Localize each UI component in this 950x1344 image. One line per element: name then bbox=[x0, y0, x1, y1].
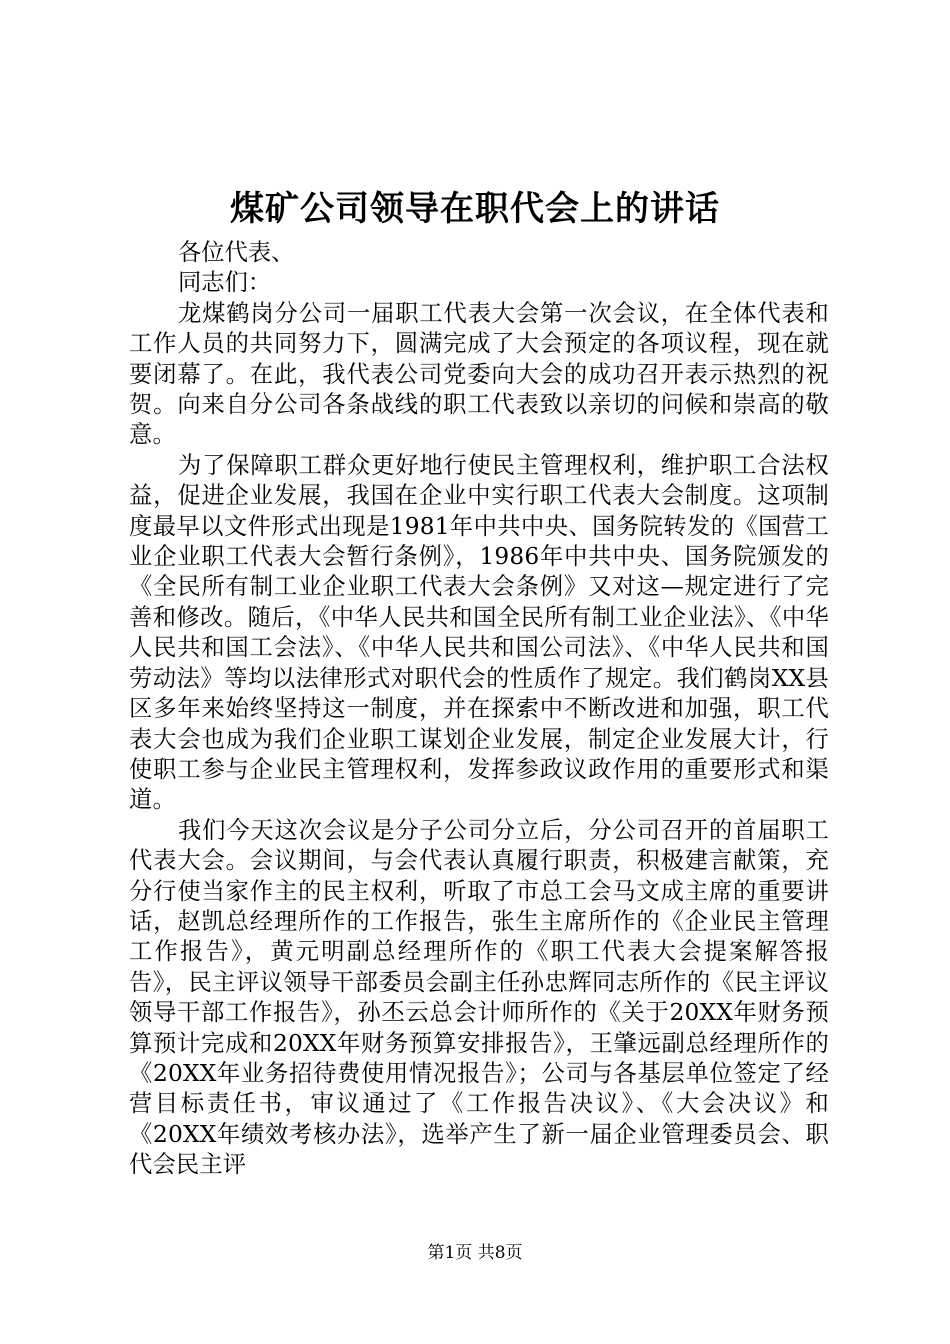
paragraph-3: 我们今天这次会议是分子公司分立后，分公司召开的首届职工代表大会。会议期间，与会代表认真履行职责，积极建言献策，充分行使当家作主的民主权利，听取了市总工会马文成主席的重要讲话，赵凯总经理所作的工作报告，张生主席所作的《企业民主管理工作报告》，黄元明副总经理所作的《职工代表大会提案解答报告》，民主评议领导干部委员会副主任孙忠辉同志所作的《民主评议领导干部工作报告》，孙丕云总会计师所作的《关于20XX年财务预算预计完成和20XX年财务预算安排报告》，王肇远副总经理所作的《20XX年业务招待费使用情况报告》；公司与各基层单位签定了经营目标责任书，审议通过了《工作报告决议》、《大会决议》和《20XX年绩效考核办法》，选举产生了新一届企业管理委员会、职代会民主评 bbox=[129, 816, 829, 1179]
document-body bbox=[129, 238, 829, 1181]
salutation-line-1: 各位代表、 bbox=[178, 239, 295, 266]
paragraph-2: 为了保障职工群众更好地行使民主管理权利，维护职工合法权益，促进企业发展，我国在企业中实行职工代表大会制度。这项制度最早以文件形式出现是1981年中共中央、国务院转发的《国营工业企业职工代表大会暂行条例》，1986年中共中央、国务院颁发的《全民所有制工业企业职工代表大会条例》又对这—规定进行了完善和修改。随后，《中华人民共和国全民所有制工业企业法》、《中华人民共和国工会法》、《中华人民共和国公司法》、《中华人民共和国劳动法》等均以法律形式对职代会的性质作了规定。我们鹤岗XX县区多年来始终坚持这一制度，并在探索中不断改进和加强，职工代表大会也成为我们企业职工谋划企业发展，制定企业发展大计，行使职工参与企业民主管理权利，发挥参政议政作用的重要形式和渠道。 bbox=[129, 451, 829, 814]
page-number-footer: 第1页 共8页 bbox=[427, 1243, 523, 1263]
document-title: 煤矿公司领导在职代会上的讲话 bbox=[230, 189, 720, 229]
salutation-line-2: 同志们： bbox=[178, 269, 272, 297]
paragraph-1: 龙煤鹤岗分公司一届职工代表大会第一次会议，在全体代表和工作人员的共同努力下，圆满完成了大会预定的各项议程，现在就要闭幕了。在此，我代表公司党委向大会的成功召开表示热烈的祝贺。向来自分公司各条战线的职工代表致以亲切的问候和崇高的敬意。 bbox=[129, 299, 829, 449]
